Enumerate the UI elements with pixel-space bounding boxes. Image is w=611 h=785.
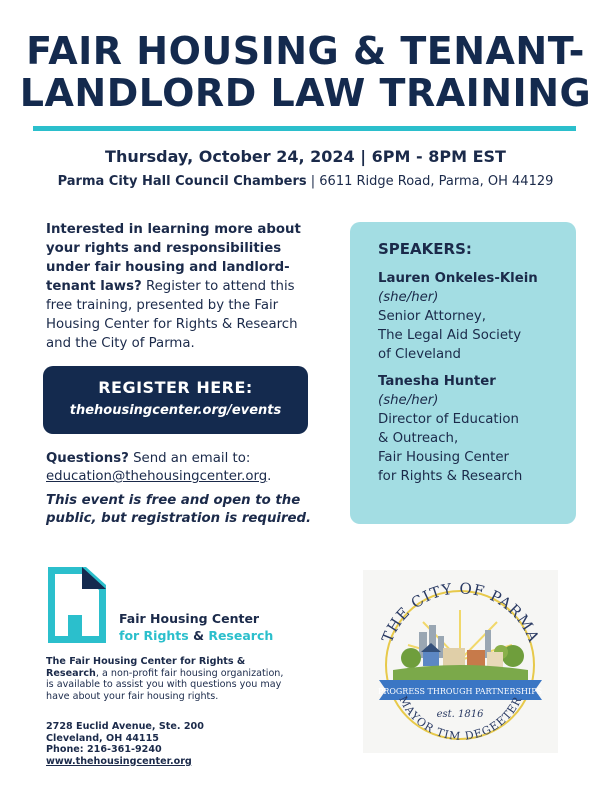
questions-section bbox=[46, 450, 316, 528]
event-venue bbox=[0, 174, 611, 189]
seal-est-text: est. 1816 bbox=[436, 709, 484, 720]
event-date-time: Thursday, October 24, 2024 | 6PM - 8PM EST bbox=[105, 147, 506, 166]
speaker-title-line: for Rights & Research bbox=[378, 469, 523, 484]
email-line bbox=[46, 468, 316, 486]
speaker-title-line: The Legal Aid Society bbox=[378, 328, 522, 343]
fhc-name-line1: Fair Housing Center bbox=[119, 611, 260, 626]
venue-separator: | bbox=[306, 174, 320, 189]
fhc-name-rights: for Rights bbox=[119, 628, 189, 643]
speaker-title-line: Fair Housing Center bbox=[378, 450, 509, 465]
email-link[interactable]: education@thehousingcenter.org bbox=[46, 469, 268, 484]
venue-name: Parma City Hall Council Chambers bbox=[57, 174, 307, 189]
speaker-name: Lauren Onkeles-Klein bbox=[378, 271, 538, 286]
address-line: Cleveland, OH 44115 bbox=[46, 732, 159, 744]
intro-text: Register to attend this free training, presented by the Fair Housing Center for Rights & Research and the City of Parma. bbox=[46, 279, 298, 351]
questions-text: Send an email to: bbox=[128, 451, 251, 466]
title-line-1: FAIR HOUSING & TENANT- bbox=[26, 29, 585, 73]
email-period: . bbox=[267, 469, 272, 484]
city-of-parma-seal bbox=[363, 570, 558, 753]
title-line-2: LANDLORD LAW TRAINING bbox=[19, 71, 592, 115]
intro-paragraph bbox=[46, 220, 316, 353]
speaker-title-line: of Cleveland bbox=[378, 347, 461, 362]
fhc-name-amp: & bbox=[188, 628, 209, 643]
speaker-pronouns: (she/her) bbox=[378, 393, 439, 408]
intro-question: Interested in learning more about your rights and responsibilities under fair housing and landlord-tenant laws? bbox=[46, 222, 301, 294]
speakers-heading: SPEAKERS: bbox=[378, 240, 472, 258]
seal-top-text: THE CITY OF PARMA bbox=[378, 579, 543, 646]
fhc-contact bbox=[46, 721, 204, 767]
page-title bbox=[0, 30, 611, 114]
register-button[interactable] bbox=[43, 366, 308, 434]
fhc-about-text: , a non-profit fair housing organization, is available to assist you with questions you may have about your fair housing rights. bbox=[46, 667, 284, 702]
fhc-about bbox=[46, 656, 294, 702]
speaker-title-line: & Outreach, bbox=[378, 431, 459, 446]
speaker-card bbox=[378, 269, 562, 364]
speaker-title-line: Senior Attorney, bbox=[378, 309, 486, 324]
speaker-name: Tanesha Hunter bbox=[378, 374, 496, 389]
register-url[interactable]: thehousingcenter.org/events bbox=[69, 403, 282, 418]
venue-address: 6611 Ridge Road, Parma, OH 44129 bbox=[319, 174, 554, 189]
fhc-name-research: Research bbox=[208, 628, 274, 643]
seal-banner-text: PROGRESS THROUGH PARTNERSHIPS bbox=[377, 687, 543, 696]
divider bbox=[33, 126, 576, 131]
speaker-card bbox=[378, 372, 562, 486]
phone-number: Phone: 216-361-9240 bbox=[46, 744, 162, 755]
fhc-logo-text bbox=[119, 610, 273, 644]
questions-label: Questions? bbox=[46, 451, 129, 466]
address-line: 2728 Euclid Avenue, Ste. 200 bbox=[46, 721, 204, 732]
register-heading: REGISTER HERE: bbox=[98, 378, 253, 397]
questions-line bbox=[46, 450, 316, 468]
house-document-icon bbox=[46, 565, 108, 645]
website-link[interactable]: www.thehousingcenter.org bbox=[46, 755, 192, 767]
fhc-name-line2 bbox=[119, 627, 273, 644]
speaker-title-line: Director of Education bbox=[378, 412, 519, 427]
speakers-panel bbox=[350, 222, 576, 524]
registration-note: This event is free and open to the public, but registration is required. bbox=[46, 493, 312, 526]
fhc-about-name: The Fair Housing Center for Rights & Research bbox=[46, 656, 246, 679]
seal-bottom-text: MAYOR TIM DEGEETER bbox=[396, 693, 525, 744]
speaker-pronouns: (she/her) bbox=[378, 290, 439, 305]
